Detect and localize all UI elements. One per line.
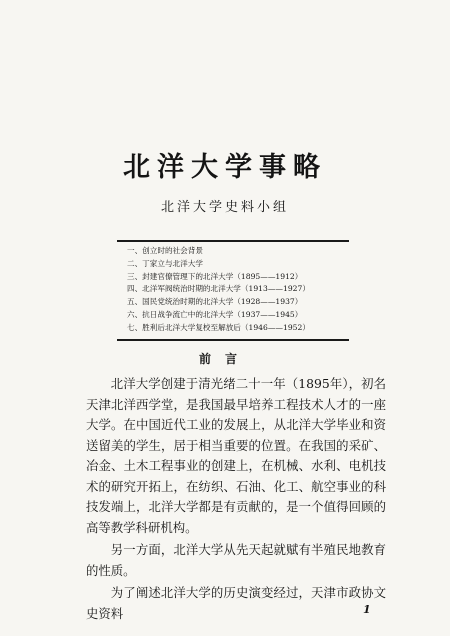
toc-item: 五、国民党统治时期的北洋大学（1928——1937） [127,297,303,307]
toc-item: 二、丁家立与北洋大学 [127,258,203,268]
toc-item: 四、北洋军阀统治时期的北洋大学（1913——1927） [127,284,310,294]
section-heading: 前言 [198,352,251,366]
toc-item: 一、创立时的社会背景 [127,246,203,255]
toc-item: 七、胜利后北洋大学复校至解放后（1946——1952） [127,322,310,332]
toc-item: 六、抗日战争流亡中的北洋大学（1937——1945） [127,309,303,319]
article-title: 北洋大学事略 [123,152,327,183]
paragraph: 北洋大学创建于清光绪二十一年（1895年），初名天津北洋西学堂，是我国最早培养工程技术人才的一座大学。在中国近代工业的发展上，从北洋大学毕业和资送留美的学生，居于相当重要的位置。在我国的采矿、冶金、土木工程事业的创建上，在机械、水利、电机技术的研究开拓上，在纺织、石油、化工、航空事业的科技发端上，北洋大学都是有贡献的，是一个值得回顾的高等教学科研机构。 [86,376,386,535]
toc-item: 三、封建官僚管理下的北洋大学（1895——1912） [127,271,303,281]
paragraph: 为了阐述北洋大学的历史演变经过，天津市政协文史资料 [86,585,386,621]
page-number: 1 [363,603,371,616]
body-text [86,374,386,626]
article-author: 北洋大学史料小组 [160,200,289,215]
paragraph: 另一方面，北洋大学从先天起就赋有半殖民地教育的性质。 [86,542,386,578]
table-of-contents [117,240,349,341]
